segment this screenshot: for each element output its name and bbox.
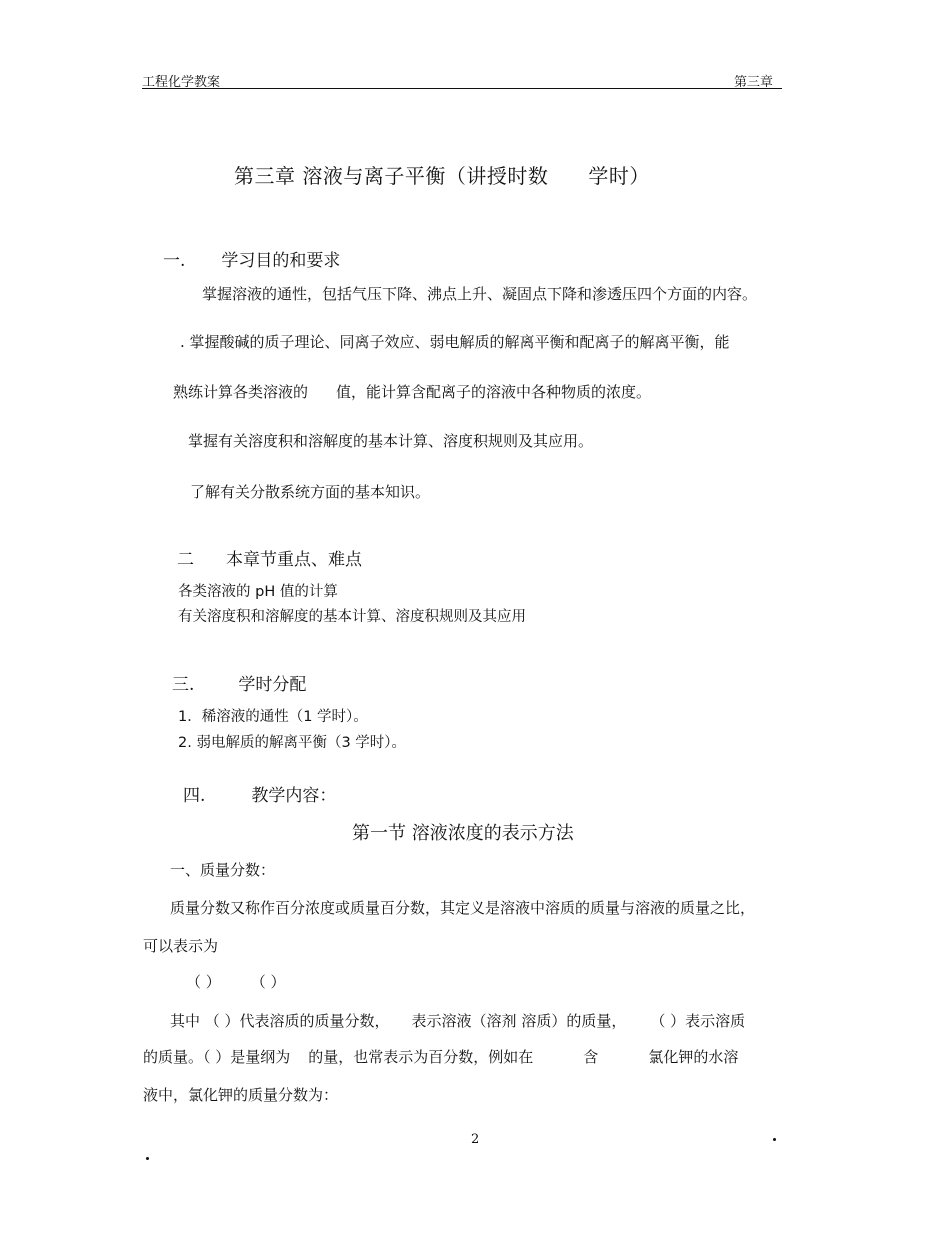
subsection-heading: 一、质量分数： [170, 861, 276, 879]
paragraph-3 [143, 1046, 738, 1067]
chapter-title [234, 160, 650, 189]
part1-item-5: 了解有关分散系统方面的基本知识。 [190, 483, 431, 501]
part1-item-3 [173, 381, 651, 402]
formula-part-a: （ ） [186, 973, 221, 991]
part2-heading [177, 545, 362, 570]
paragraph-4: 液中，氯化钾的质量分数为： [143, 1086, 339, 1104]
formula-line [186, 971, 286, 992]
part1-heading-num: 一. [163, 251, 186, 271]
paragraph-2b: 表示溶液（溶剂 溶质）的质量， [411, 1012, 627, 1030]
chapter-title-main: 第三章 溶液与离子平衡（讲授时数 [234, 164, 549, 188]
header-left-text: 工程化学教案 [142, 75, 221, 90]
part1-item-1: 掌握溶液的通性，包括气压下降、沸点上升、凝固点下降和渗透压四个方面的内容。 [202, 285, 758, 303]
part3-heading-text: 学时分配 [238, 675, 307, 695]
paragraph-3d: 氯化钾的水溶 [648, 1048, 739, 1066]
page-number: 2 [471, 1132, 480, 1147]
paragraph-3c: 含 [583, 1048, 599, 1066]
paragraph-3b: 的量，也常表示为百分数，例如在 [308, 1048, 534, 1066]
part3-heading-num: 三. [172, 675, 195, 695]
formula-part-b: （ ） [250, 973, 286, 991]
part2-heading-num: 二 [177, 550, 194, 570]
paragraph-1: 质量分数又称作百分浓度或质量百分数，其定义是溶液中溶质的质量与溶液的质量之比， [170, 899, 756, 917]
paragraph-1-cont: 可以表示为 [143, 937, 219, 955]
chapter-title-suffix: 学时） [588, 164, 650, 188]
part4-heading-num: 四. [183, 786, 206, 806]
part4-heading [183, 781, 336, 806]
header-right-text: 第三章 [734, 75, 774, 90]
paragraph-2 [170, 1010, 745, 1031]
header-rule [142, 88, 782, 89]
part3-heading [172, 670, 306, 695]
footer-dot-right [773, 1138, 776, 1141]
footer-dot-left [146, 1157, 149, 1160]
part1-heading [163, 246, 340, 271]
part1-item-3b: 值，能计算含配离子的溶液中各种物质的浓度。 [336, 383, 652, 401]
part1-item-2: . 掌握酸碱的质子理论、同离子效应、弱电解质的解离平衡和配离子的解离平衡，能 [180, 333, 730, 351]
part3-item-1: 1．稀溶液的通性（1 学时）。 [178, 709, 368, 725]
paragraph-3a: 的质量。（ ）是量纲为 [143, 1048, 291, 1066]
section-title: 第一节 溶液浓度的表示方法 [352, 823, 574, 844]
part2-item-1: 各类溶液的 pH 值的计算 [178, 584, 338, 600]
part3-item-2: 2. 弱电解质的解离平衡（3 学时）。 [178, 735, 407, 751]
part2-item-2: 有关溶度积和溶解度的基本计算、溶度积规则及其应用 [178, 609, 526, 625]
part1-heading-text: 学习目的和要求 [221, 251, 341, 271]
part1-item-3a: 熟练计算各类溶液的 [173, 383, 309, 401]
part4-heading-text: 教学内容： [251, 786, 337, 806]
part1-item-4: 掌握有关溶度积和溶解度的基本计算、溶度积规则及其应用。 [188, 432, 594, 450]
paragraph-2a: 其中 （ ）代表溶质的质量分数， [170, 1012, 390, 1030]
part2-heading-text: 本章节重点、难点 [226, 550, 362, 570]
paragraph-2c: （ ）表示溶质 [650, 1012, 746, 1030]
